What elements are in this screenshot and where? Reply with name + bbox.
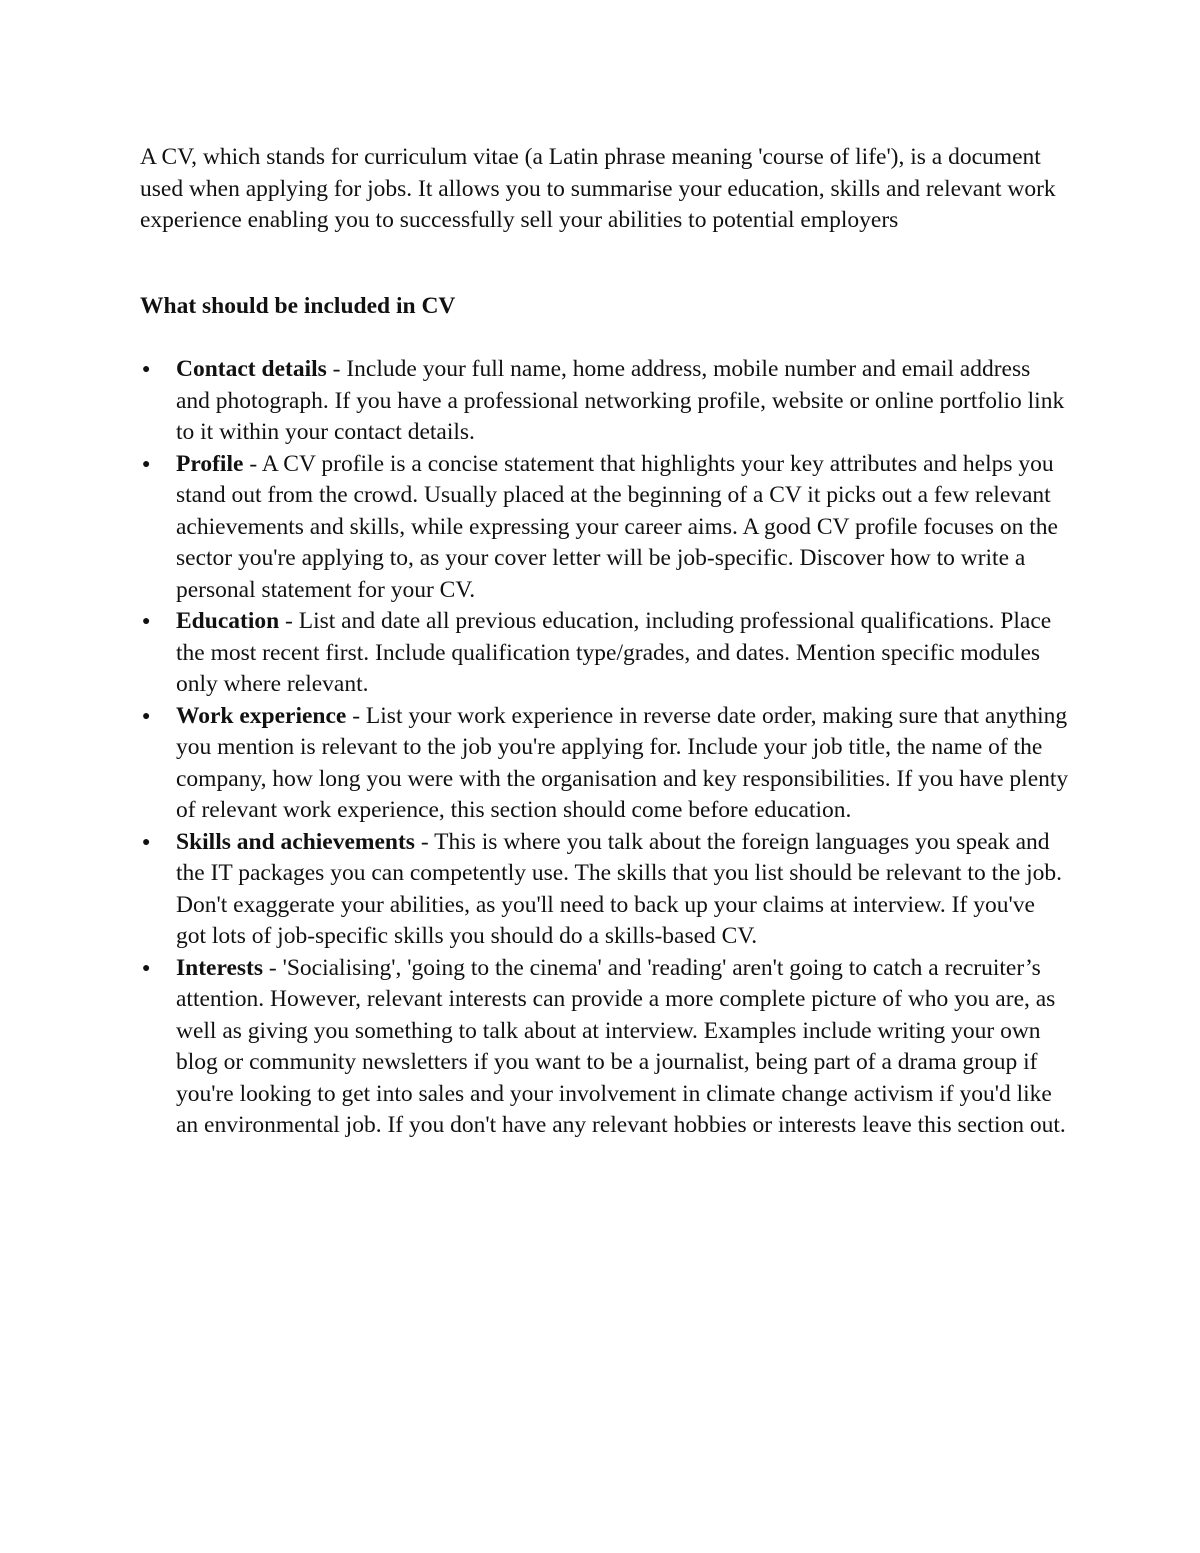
list-item-contact-details	[140, 354, 1070, 449]
bullet-icon: ●	[142, 362, 151, 377]
list-item-profile	[140, 449, 1070, 607]
item-text: List and date all previous education, including professional qualifications. Place the most recent first. Include qualification type/grades, and dates. Mention specific modules only where relevant.	[176, 608, 1052, 697]
item-separator: -	[346, 702, 366, 729]
item-text: List your work experience in reverse date order, making sure that anything you mention is relevant to the job you're applying for. Include your job title, the name of the company, how long you were with the organisation and key responsibilities. If you have plenty of relevant work experience, this section should come before education.	[176, 702, 1069, 823]
intro-paragraph: A CV, which stands for curriculum vitae (a Latin phrase meaning 'course of life'), is a document used when applying for jobs. It allows you to summarise your education, skills and relevant work experience enabling you to successfully sell your abilities to potential employers	[140, 144, 1056, 233]
list-item-skills-and-achievements	[140, 827, 1070, 953]
bullet-icon: ●	[142, 708, 151, 724]
item-separator: -	[243, 450, 262, 477]
section-heading: What should be included in CV	[140, 292, 456, 319]
item-term: Education	[176, 608, 280, 634]
item-term: Profile	[176, 450, 244, 477]
document-body	[140, 142, 1070, 1142]
item-text: 'Socialising', 'going to the cinema' and 'reading' aren't going to catch a recruiter’s attention. However, relevant interests can provide a more complete picture of who you are, as well as giving you something to talk about at interview. Examples include writing your own blog or community newsletters if you want to be a journalist, being part of a drama group if you're looking to get into sales and your involvement in climate change activism if you'd like an environmental job. If you don't have any relevant hobbies or interests leave this section out.	[176, 954, 1066, 1138]
item-separator: -	[263, 954, 283, 981]
item-text: Include your full name, home address, mobile number and email address and photograph. If you have a professional networking profile, website or online portfolio link to it within your contact details.	[176, 356, 1065, 445]
item-separator: -	[279, 608, 299, 634]
item-term: Skills and achievements	[176, 828, 415, 855]
bullet-icon: ●	[142, 614, 151, 629]
list-item-education	[140, 606, 1070, 701]
item-term: Contact details	[176, 356, 327, 382]
cv-sections-list	[140, 354, 1070, 1142]
bullet-icon: ●	[142, 456, 151, 472]
item-separator: -	[326, 356, 347, 382]
list-item-work-experience	[140, 701, 1070, 827]
item-text: This is where you talk about the foreign languages you speak and the IT packages you can competently use. The skills that you list should be relevant to the job. Don't exaggerate your abilities, as you'll need to back up your claims at interview. If you've got lots of job-specific skills you should do a skills-based CV.	[176, 828, 1063, 949]
item-term: Interests	[176, 954, 264, 981]
bullet-icon: ●	[142, 834, 151, 850]
item-separator: -	[414, 828, 435, 855]
item-term: Work experience	[176, 702, 347, 729]
list-item-interests	[140, 953, 1070, 1142]
item-text: A CV profile is a concise statement that highlights your key attributes and helps you stand out from the crowd. Usually placed at the beginning of a CV it picks out a few relevant achievements and skills, while expressing your career aims. A good CV profile focuses on the sector you're applying to, as your cover letter will be job-specific. Discover how to write a personal statement for your CV.	[176, 450, 1058, 603]
bullet-icon: ●	[142, 960, 151, 976]
